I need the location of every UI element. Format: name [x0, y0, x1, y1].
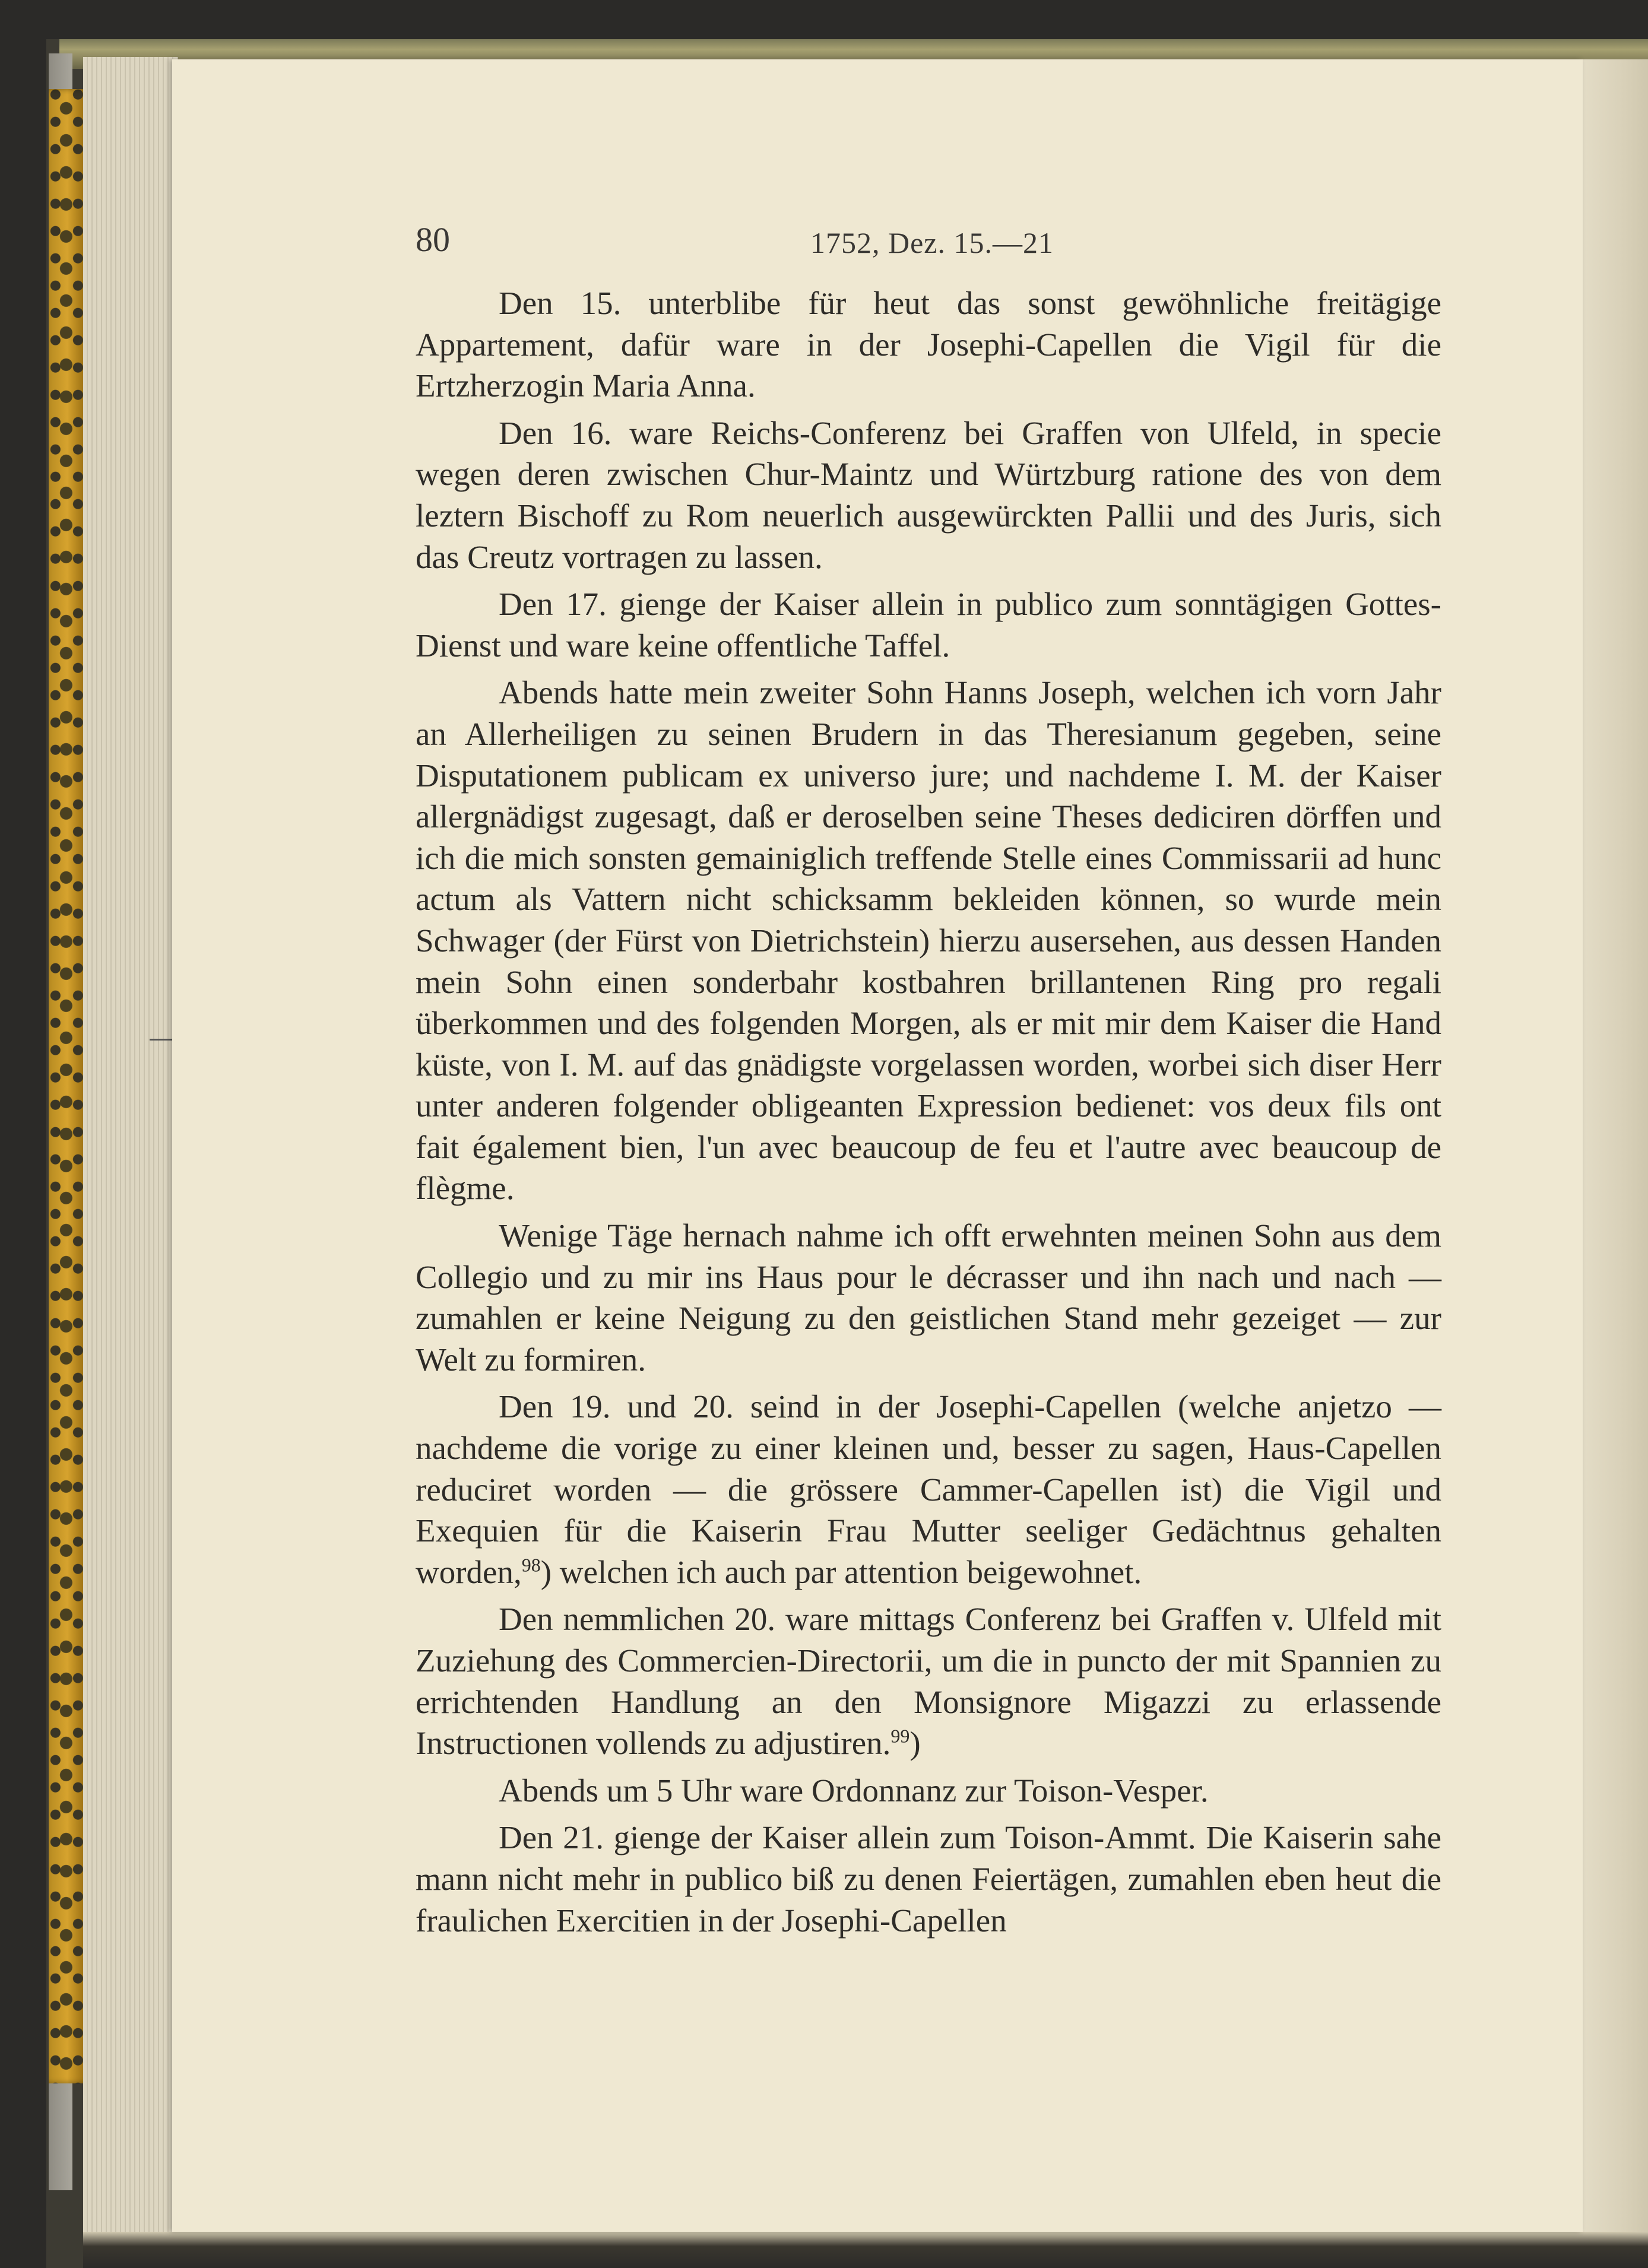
paragraph: Den nemmlichen 20. ware mittags Conferenz bei Graffen v. Ulfeld mit Zuziehung des Commercien-Directorii, um die in puncto der mit Spannien zu errichtenden Handlung an den Monsignore Migazzi zu erlassende Instructionen vollends zu adjustiren.$^{99}$): [416, 1601, 1441, 1762]
footnote-ref[interactable]: 99: [890, 1725, 910, 1747]
body-text: [416, 283, 1441, 1941]
running-head: 1752, Dez. 15.—21: [810, 226, 1054, 259]
paragraph: Abends hatte mein zweiter Sohn Hanns Joseph, welchen ich vorn Jahr an Allerheiligen zu seinen Brudern in das Theresianum gegeben, seine Disputationem publicam ex universo jure; und nachdeme I. M. der Kaiser allergnädigst zugesagt, daß er deroselben seine Theses dediciren dörffen und ich die mich sonsten gemainiglich treffende Stelle eines Commissarii ad hunc actum als Vattern nicht schicksamm bekleiden können, so wurde mein Schwager (der Fürst von Dietrichstein) hierzu ausersehen, aus dessen Handen mein Sohn einen sonderbahr kostbahren brillantenen Ring pro regali überkommen und des folgenden Morgen, als er mit mir dem Kaiser die Hand küste, von I. M. auf das gnädigste vorgelassen worden, worbei sich diser Herr unter anderen folgender obligeanten Expression bedienet: vos deux fils ont fait également bien, l'un avec beaucoup de feu et l'autre avec beaucoup de flègme.: [416, 674, 1441, 1207]
paragraph: Den 16. ware Reichs-Conferenz bei Graffen von Ulfeld, in specie wegen deren zwischen Chur-Maintz und Würtzburg ratione des von dem leztern Bischoff zu Rom neuerlich ausgewürckten Pallii und des Juris, sich das Creutz vortragen zu lassen.: [416, 414, 1441, 575]
paragraph: Den 21. gienge der Kaiser allein zum Toison-Ammt. Die Kaiserin sahe mann nicht mehr in publico biß zu denen Feiertägen, zumahlen eben heut die fraulichen Exercitien in der Josephi-Capellen: [416, 1819, 1441, 1939]
paragraph: Wenige Täge hernach nahme ich offt erwehnten meinen Sohn aus dem Collegio und zu mir ins Haus pour le décrasser und ihn nach und nach — zumahlen er keine Neigung zu den geistlichen Stand mehr gezeiget — zur Welt zu formiren.: [416, 1217, 1441, 1378]
page-number: 80: [416, 220, 450, 259]
page-right-edge: [1583, 59, 1648, 2244]
paragraph: Den 17. gienge der Kaiser allein in publico zum sonntägigen Gottes-Dienst und ware keine offentliche Taffel.: [416, 586, 1441, 664]
paragraph: Den 19. und 20. seind in der Josephi-Capellen (welche anjetzo — nachdeme die vorige zu einer kleinen und, besser zu sagen, Haus-Capellen reduciret worden — die grössere Cammer-Capellen ist) die Vigil und Exequien für die Kaiserin Frau Mutter seeliger Gedächtnus gehalten worden,$^{98}$) welchen ich auch par attention beigewohnet.: [416, 1388, 1441, 1590]
footnote-ref[interactable]: 98: [521, 1554, 541, 1576]
page-header: [416, 220, 1472, 261]
margin-mark: [150, 1039, 173, 1041]
book-bottom-edge: [83, 2232, 1648, 2268]
paragraph: Abends um 5 Uhr ware Ordonnanz zur Toison-Vesper.: [499, 1772, 1209, 1809]
page-stack-edge: [83, 57, 178, 2241]
paragraph: Den 15. unterblibe für heut das sonst gewöhnliche freitägige Appartement, dafür ware in der Josephi-Capellen die Vigil für die Ertzherzogin Maria Anna.: [416, 285, 1441, 404]
